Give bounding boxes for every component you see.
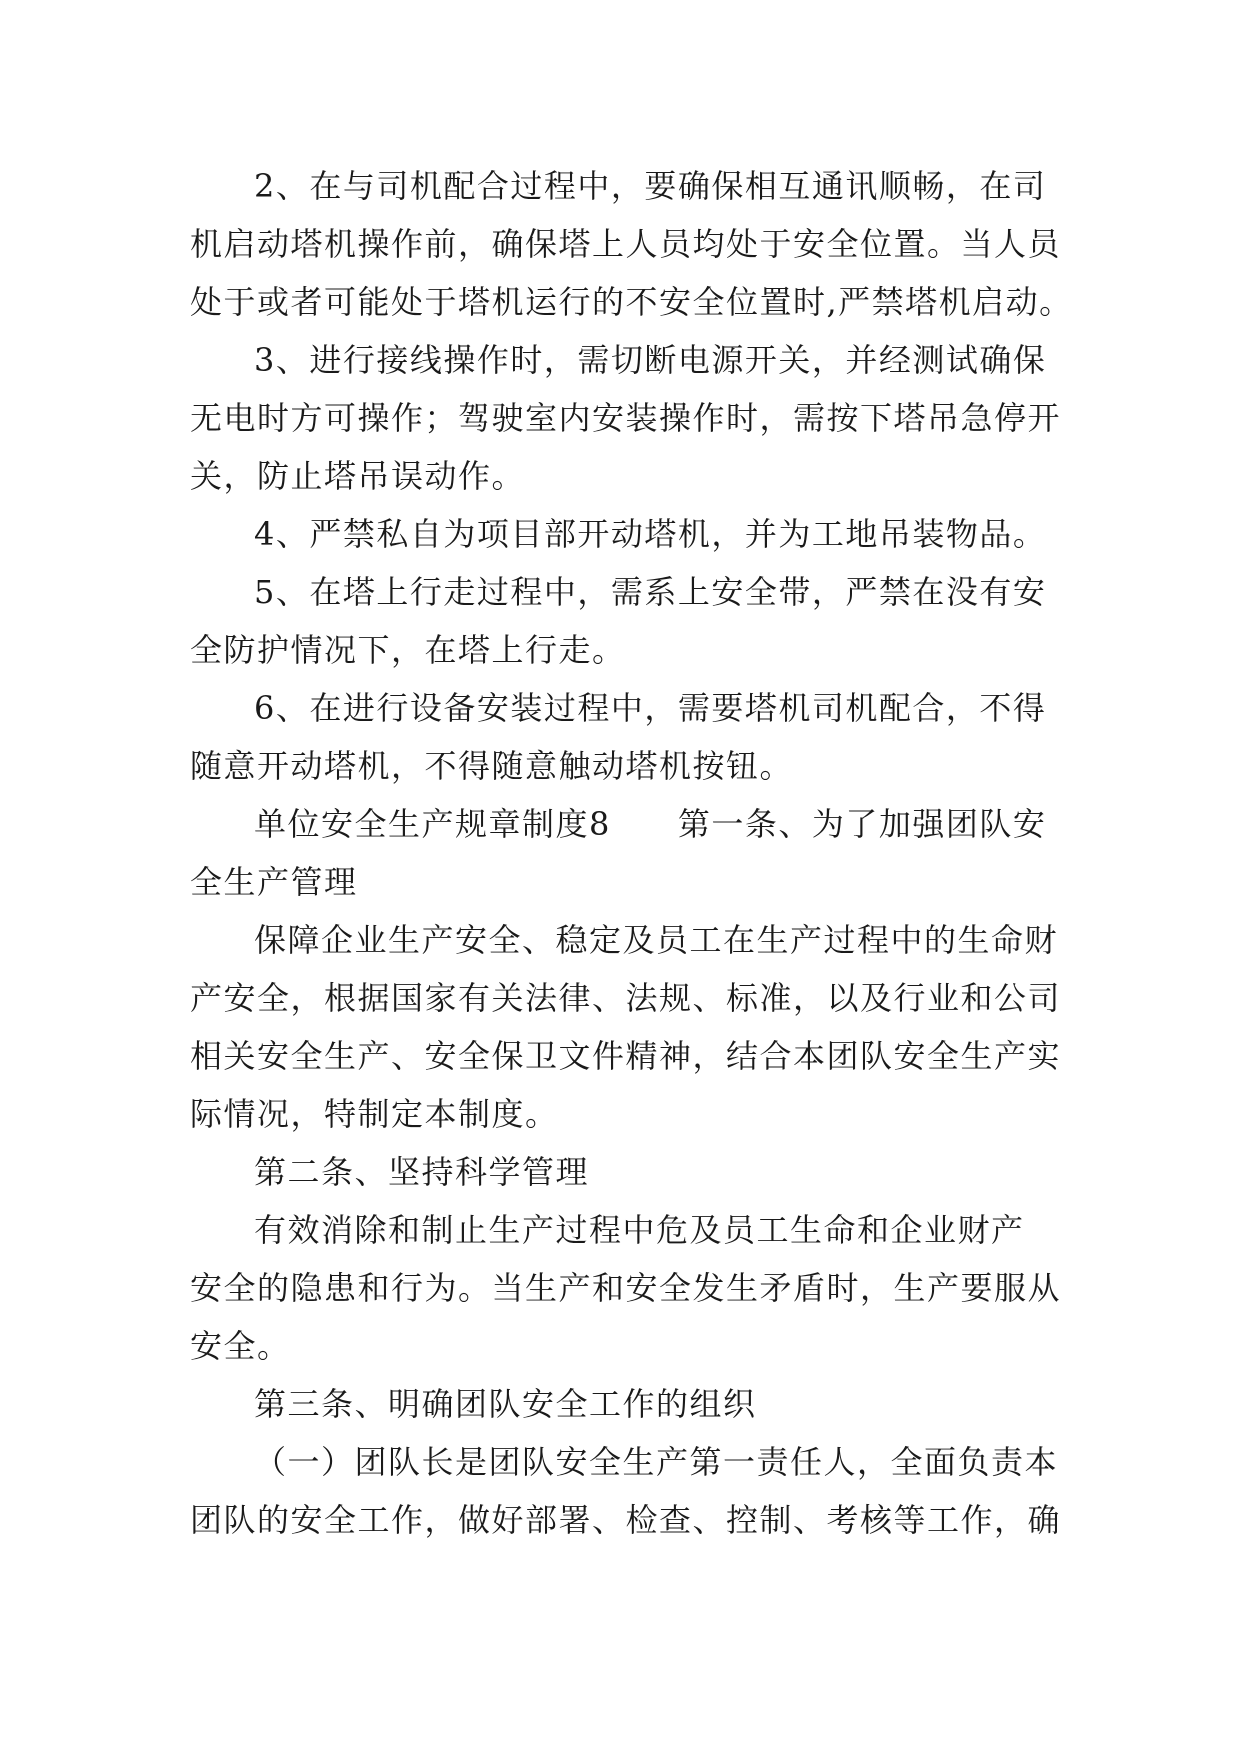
- text-line: 全生产管理: [190, 863, 358, 901]
- text-line: 无电时方可操作；驾驶室内安装操作时，需按下塔吊急停开: [190, 399, 1062, 437]
- text-line: 相关安全生产、安全保卫文件精神，结合本团队安全生产实: [190, 1037, 1062, 1075]
- text-line: 3、进行接线操作时，需切断电源开关，并经测试确保: [254, 341, 1047, 379]
- text-line: 随意开动塔机，不得随意触动塔机按钮。: [190, 747, 794, 785]
- text-line: 4、严禁私自为项目部开动塔机，并为工地吊装物品。: [254, 515, 1047, 553]
- text-line: 保障企业生产安全、稳定及员工在生产过程中的生命财: [254, 921, 1059, 959]
- text-line: 5、在塔上行走过程中，需系上安全带，严禁在没有安: [254, 573, 1047, 611]
- text-line: 全防护情况下，在塔上行走。: [190, 631, 626, 669]
- text-line: 际情况，特制定本制度。: [190, 1095, 559, 1133]
- article-heading-line: 第二条、坚持科学管理: [254, 1153, 590, 1191]
- text-line: 关，防止塔吊误动作。: [190, 457, 526, 495]
- text-line: 6、在进行设备安装过程中，需要塔机司机配合，不得: [254, 689, 1047, 727]
- text-line: 产安全，根据国家有关法律、法规、标准，以及行业和公司: [190, 979, 1062, 1017]
- text-line: 有效消除和制止生产过程中危及员工生命和企业财产: [254, 1211, 1025, 1249]
- text-line: （一）团队长是团队安全生产第一责任人，全面负责本: [254, 1443, 1059, 1481]
- text-line: 安全的隐患和行为。当生产和安全发生矛盾时，生产要服从: [190, 1269, 1062, 1307]
- text-line: 处于或者可能处于塔机运行的不安全位置时,严禁塔机启动。: [190, 283, 1073, 321]
- text-line: 团队的安全工作，做好部署、检查、控制、考核等工作，确: [190, 1501, 1062, 1539]
- text-line: 安全。: [190, 1327, 291, 1365]
- text-line: 2、在与司机配合过程中，要确保相互通讯顺畅，在司: [254, 167, 1047, 205]
- text-line: 机启动塔机操作前，确保塔上人员均处于安全位置。当人员: [190, 225, 1062, 263]
- article-heading-line: 第三条、明确团队安全工作的组织: [254, 1385, 757, 1423]
- section-heading-line: 单位安全生产规章制度8 第一条、为了加强团队安: [254, 805, 1047, 843]
